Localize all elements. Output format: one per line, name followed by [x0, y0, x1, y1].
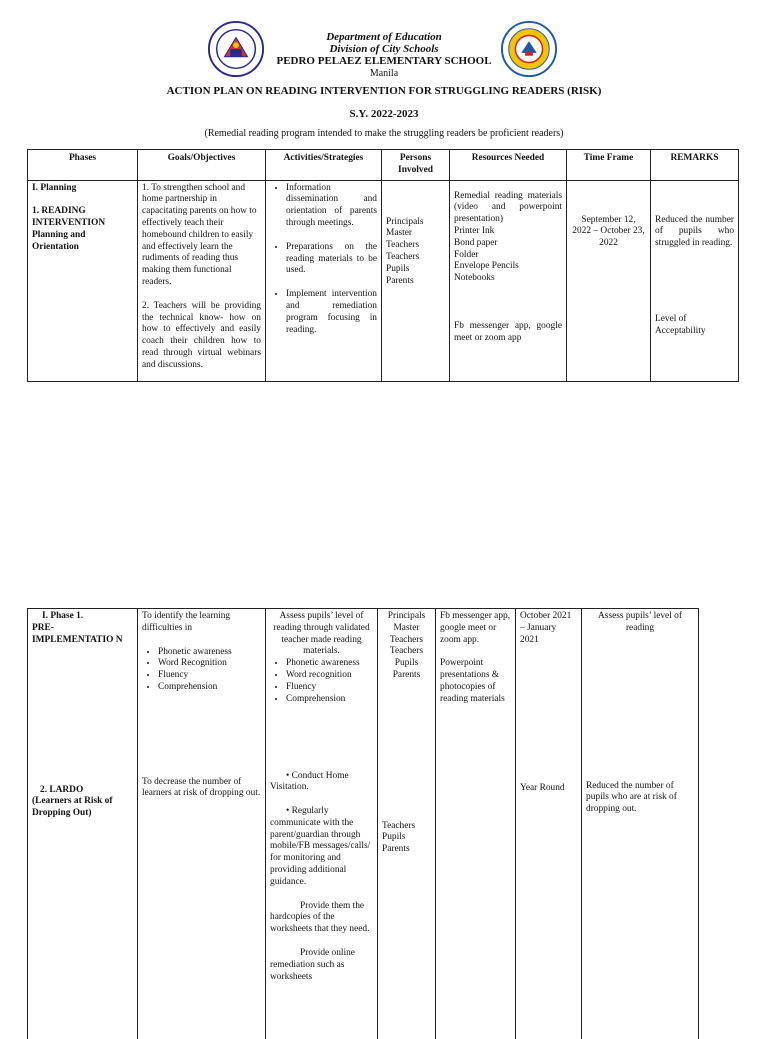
remark-text: Reduced the number of pupils who are at risk of dropping out.	[586, 780, 677, 815]
school-year: S.Y. 2022-2023	[349, 108, 419, 120]
goal-text: 1. To strengthen school and home partnership in capacitating parents on how to effectively teach their homebound children to easily and effectively learn the rudiments of reading thus making them functional readers.	[142, 182, 257, 287]
division-name: Division of City Schools	[329, 43, 439, 55]
remark-text: Reduced the number of pupils who struggled in reading.	[655, 214, 734, 249]
table-header-row	[28, 150, 739, 181]
activities-cell	[266, 769, 378, 1039]
resources-cell	[436, 609, 516, 769]
column-header: Phases	[28, 150, 138, 181]
person-item: Pupils	[386, 263, 410, 274]
phase-title: PRE-IMPLEMENTATIO N	[32, 622, 123, 645]
time-frame-text: October 2021 – January 2021	[520, 611, 572, 645]
activity-list-item: • Fluency	[286, 682, 373, 694]
goal-text: 2. Teachers will be providing the technical know- how on how to effectively and easily coach their children how to read through virtual webinars and discussions.	[142, 300, 261, 370]
person-item: Teachers	[382, 820, 416, 831]
city-name: Manila	[369, 68, 399, 79]
column-header: Goals/Objectives	[138, 150, 266, 181]
activities-cell	[266, 609, 378, 769]
goals-cell	[138, 609, 266, 769]
persons-cell	[378, 769, 436, 1039]
activity-list-item: • Word recognition	[286, 670, 373, 682]
table-row	[28, 769, 699, 1039]
resource-item: Bond paper	[454, 237, 498, 248]
goal-list-item: • Fluency	[158, 670, 261, 682]
phase-label: I. Planning	[32, 182, 77, 193]
activities-cell	[266, 180, 382, 381]
remark-text: Assess pupils’ level of reading	[598, 611, 682, 633]
person-item: Pupils	[382, 832, 406, 843]
table-row	[28, 609, 699, 769]
column-header: REMARKS	[651, 150, 739, 181]
action-plan-table	[27, 149, 739, 382]
column-header: Resources Needed	[450, 150, 567, 181]
persons-cell	[378, 609, 436, 769]
persons-cell	[382, 180, 450, 381]
resources-cell	[436, 769, 516, 1039]
document-subtitle: (Remedial reading program intended to make the struggling readers be proficient readers)	[204, 128, 564, 139]
remarks-cell	[582, 769, 699, 1039]
goals-cell	[138, 769, 266, 1039]
person-item: Master Teachers	[386, 228, 420, 251]
table-row	[28, 180, 739, 381]
activity-text: Provide them the hardcopies of the worksheets that they need.	[270, 900, 370, 935]
person-item: Master Teachers	[389, 622, 424, 645]
activity-text: Provide online remediation such as worksheets	[270, 948, 355, 982]
remarks-cell	[582, 609, 699, 769]
person-item: Parents	[392, 669, 421, 680]
activity-text: • Conduct Home Visitation.	[270, 770, 349, 793]
phase-title: 1. READING INTERVENTION	[32, 206, 106, 229]
time-frame-cell	[567, 180, 651, 381]
resource-item: Fb messenger app, google meet or zoom app	[454, 320, 562, 343]
activity-list-item: • Comprehension	[286, 694, 373, 706]
action-plan-table-continued	[27, 608, 699, 1039]
phase-cell	[28, 609, 138, 769]
time-frame-text: Year Round	[520, 782, 565, 793]
phase-cell	[28, 769, 138, 1039]
resource-item: Notebooks	[454, 273, 495, 284]
person-item: Teachers	[386, 251, 420, 262]
phase-subtitle: Planning and Orientation	[32, 229, 86, 252]
remarks-cell	[651, 180, 739, 381]
column-header: Time Frame	[567, 150, 651, 181]
person-item: Teachers	[389, 646, 424, 657]
person-item: Principals	[386, 216, 424, 227]
activity-list-item: • Phonetic awareness	[286, 658, 373, 670]
resource-item: Printer Ink	[454, 225, 495, 236]
activity-item: • Implement intervention and remediation program focusing in reading.	[286, 289, 377, 336]
activity-text: • Regularly communicate with the parent/guardian through mobile/FB messages/calls/ for monitoring and providing additional guidance.	[270, 806, 371, 887]
resource-item: Folder	[454, 249, 479, 260]
time-frame-cell	[516, 769, 582, 1039]
time-frame-cell	[516, 609, 582, 769]
school-name: PEDRO PELAEZ ELEMENTARY SCHOOL	[276, 55, 492, 67]
goal-list-item: • Word Recognition	[158, 658, 261, 670]
goal-list-item: • Phonetic awareness	[158, 647, 261, 659]
goals-cell	[138, 180, 266, 381]
activity-item: • Preparations on the reading materials to be used.	[286, 242, 377, 277]
time-frame-text: September 12, 2022 – October 23, 2022	[572, 214, 645, 249]
phase-label: I. Phase 1.	[42, 611, 84, 621]
person-item: Pupils	[394, 658, 419, 669]
column-header: Activities/Strategies	[266, 150, 382, 181]
activity-item: • Information dissemination and orientation of parents through meetings.	[286, 183, 377, 230]
goal-text: To decrease the number of learners at risk of dropping out.	[142, 776, 261, 799]
department-name: Department of Education	[326, 31, 442, 43]
resource-item: Fb messenger app, google meet or zoom app.	[440, 611, 511, 645]
phase-cell	[28, 180, 138, 381]
resource-item: Envelope Pencils	[454, 261, 519, 272]
column-header: Persons Involved	[382, 150, 450, 181]
resources-cell	[450, 180, 567, 381]
resource-item: Powerpoint presentations & photocopies of reading materials	[440, 658, 505, 704]
phase-subtitle: (Learners at Risk of Dropping Out)	[32, 796, 113, 819]
person-item: Principals	[387, 611, 426, 621]
phase-title: 2. LARDO	[40, 784, 84, 795]
remark-text: Level of Acceptability	[655, 313, 706, 336]
resource-item: Remedial reading materials (video and powerpoint presentation)	[454, 190, 562, 225]
activity-text: Assess pupils’ level of reading through validated teacher made reading materials.	[273, 611, 370, 657]
goal-list-item: • Comprehension	[158, 682, 261, 694]
person-item: Parents	[382, 844, 410, 855]
person-item: Parents	[386, 275, 414, 286]
document-title: ACTION PLAN ON READING INTERVENTION FOR STRUGGLING READERS (RISK)	[166, 85, 602, 97]
goal-text: To identify the learning difficulties in	[142, 611, 231, 633]
